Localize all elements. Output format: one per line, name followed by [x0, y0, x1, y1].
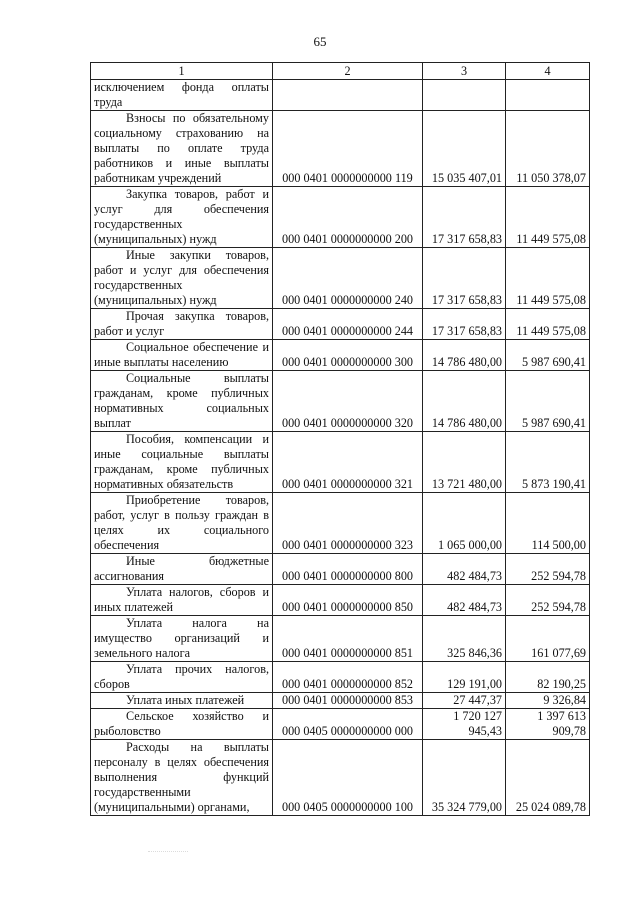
row-value-col3: 1 720 127 945,43	[423, 709, 506, 740]
row-value-col3: 325 846,36	[423, 616, 506, 662]
row-value-col3: 13 721 480,00	[423, 432, 506, 493]
row-code: 000 0401 0000000000 240	[273, 248, 423, 309]
row-name: Иные закупки товаров, работ и услуг для обеспечения государственных (муниципальных) нужд	[91, 248, 273, 309]
row-value-col3: 482 484,73	[423, 554, 506, 585]
row-code	[273, 80, 423, 111]
row-name: Уплата прочих налогов, сборов	[91, 662, 273, 693]
table-row	[91, 493, 590, 554]
table-row	[91, 111, 590, 187]
row-code: 000 0401 0000000000 320	[273, 371, 423, 432]
row-value-col3: 482 484,73	[423, 585, 506, 616]
row-code: 000 0401 0000000000 851	[273, 616, 423, 662]
table-row	[91, 432, 590, 493]
table-row	[91, 80, 590, 111]
row-name: Закупка товаров, работ и услуг для обеспечения государственных (муниципальных) нужд	[91, 187, 273, 248]
table-row	[91, 616, 590, 662]
row-value-col4: 82 190,25	[506, 662, 590, 693]
row-name: Уплата иных платежей	[91, 693, 273, 709]
row-name: Иные бюджетные ассигнования	[91, 554, 273, 585]
row-value-col3: 35 324 779,00	[423, 740, 506, 816]
row-value-col3: 14 786 480,00	[423, 371, 506, 432]
row-name: Прочая закупка товаров, работ и услуг	[91, 309, 273, 340]
row-name: Уплата налога на имущество организаций и земельного налога	[91, 616, 273, 662]
row-name: Уплата налогов, сборов и иных платежей	[91, 585, 273, 616]
row-code: 000 0401 0000000000 800	[273, 554, 423, 585]
row-value-col4: 5 987 690,41	[506, 340, 590, 371]
row-name: Сельское хозяйство и рыболовство	[91, 709, 273, 740]
row-value-col4: 11 449 575,08	[506, 187, 590, 248]
row-value-col3: 17 317 658,83	[423, 248, 506, 309]
row-name: Социальное обеспечение и иные выплаты населению	[91, 340, 273, 371]
table-row	[91, 340, 590, 371]
table-row	[91, 693, 590, 709]
row-value-col3: 17 317 658,83	[423, 187, 506, 248]
column-header-1: 1	[91, 63, 273, 80]
table-row	[91, 187, 590, 248]
row-value-col3: 17 317 658,83	[423, 309, 506, 340]
row-value-col3	[423, 80, 506, 111]
table-row	[91, 371, 590, 432]
table-row	[91, 248, 590, 309]
row-value-col4: 5 987 690,41	[506, 371, 590, 432]
row-value-col4: 11 050 378,07	[506, 111, 590, 187]
column-header-3: 3	[423, 63, 506, 80]
row-value-col4: 1 397 613 909,78	[506, 709, 590, 740]
row-code: 000 0401 0000000000 850	[273, 585, 423, 616]
table-row	[91, 585, 590, 616]
row-value-col3: 14 786 480,00	[423, 340, 506, 371]
column-header-2: 2	[273, 63, 423, 80]
row-name: Приобретение товаров, работ, услуг в пользу граждан в целях их социального обеспечения	[91, 493, 273, 554]
row-code: 000 0401 0000000000 323	[273, 493, 423, 554]
row-value-col4: 252 594,78	[506, 554, 590, 585]
row-value-col3: 129 191,00	[423, 662, 506, 693]
budget-table	[90, 62, 590, 816]
row-name: Расходы на выплаты персоналу в целях обеспечения выполнения функций государственными (муниципальными) органами,	[91, 740, 273, 816]
column-header-4: 4	[506, 63, 590, 80]
row-code: 000 0401 0000000000 853	[273, 693, 423, 709]
table-row	[91, 309, 590, 340]
row-value-col4: 114 500,00	[506, 493, 590, 554]
row-code: 000 0405 0000000000 000	[273, 709, 423, 740]
table-header-row	[91, 63, 590, 80]
row-value-col3: 15 035 407,01	[423, 111, 506, 187]
row-code: 000 0401 0000000000 200	[273, 187, 423, 248]
row-value-col4: 5 873 190,41	[506, 432, 590, 493]
row-value-col4: 252 594,78	[506, 585, 590, 616]
row-code: 000 0401 0000000000 852	[273, 662, 423, 693]
row-name: исключением фонда оплаты труда	[91, 80, 273, 111]
row-value-col4: 161 077,69	[506, 616, 590, 662]
row-name: Пособия, компенсации и иные социальные выплаты гражданам, кроме публичных нормативных обязательств	[91, 432, 273, 493]
row-value-col3: 1 065 000,00	[423, 493, 506, 554]
row-code: 000 0401 0000000000 300	[273, 340, 423, 371]
row-code: 000 0401 0000000000 321	[273, 432, 423, 493]
row-value-col4: 25 024 089,78	[506, 740, 590, 816]
row-code: 000 0401 0000000000 119	[273, 111, 423, 187]
row-value-col4: 9 326,84	[506, 693, 590, 709]
row-value-col4: 11 449 575,08	[506, 309, 590, 340]
faint-mark	[148, 851, 188, 856]
row-value-col4: 11 449 575,08	[506, 248, 590, 309]
table-row	[91, 709, 590, 740]
row-code: 000 0405 0000000000 100	[273, 740, 423, 816]
row-code: 000 0401 0000000000 244	[273, 309, 423, 340]
row-name: Взносы по обязательному социальному страхованию на выплаты по оплате труда работников и иные выплаты работникам учреждений	[91, 111, 273, 187]
row-value-col3: 27 447,37	[423, 693, 506, 709]
row-name: Социальные выплаты гражданам, кроме публичных нормативных социальных выплат	[91, 371, 273, 432]
page-number: 65	[313, 34, 327, 49]
row-value-col4	[506, 80, 590, 111]
table-row	[91, 662, 590, 693]
table-row	[91, 554, 590, 585]
table-row	[91, 740, 590, 816]
